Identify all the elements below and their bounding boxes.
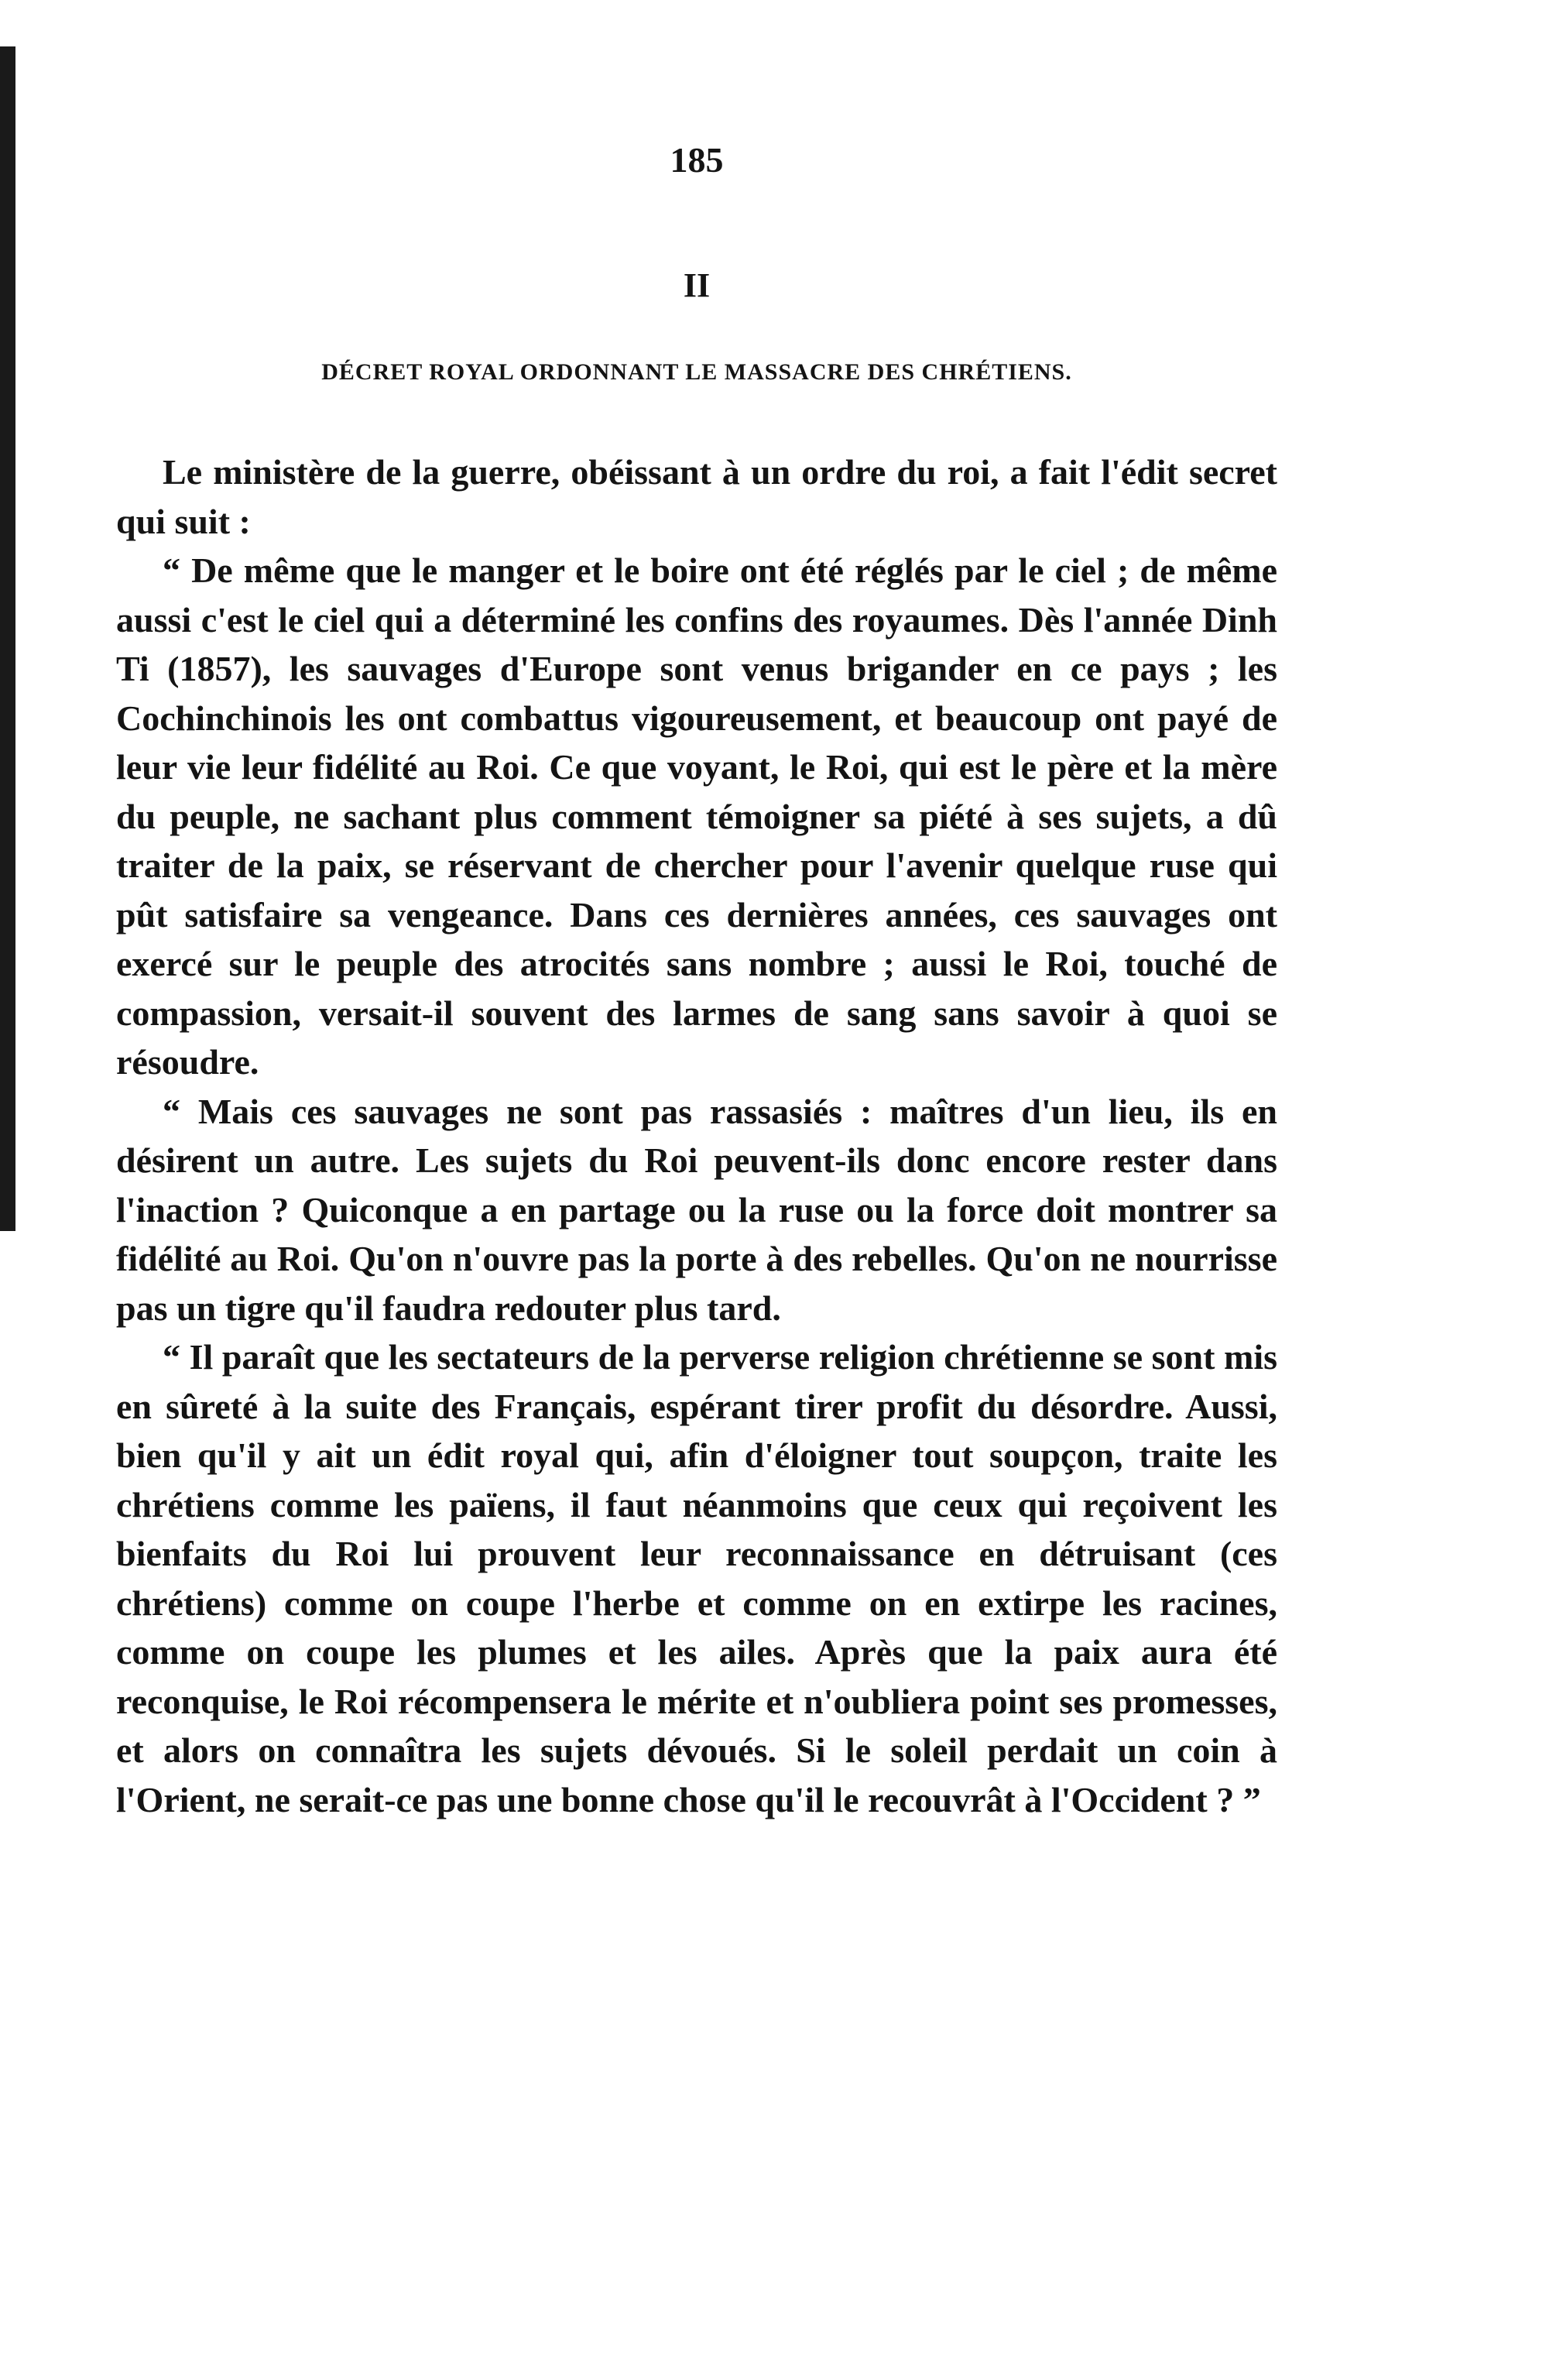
page-number: 185 <box>670 140 724 180</box>
paragraph-intro: Le ministère de la guerre, obéissant à un ordre du roi, a fait l'édit secret qui suit : <box>116 452 1277 541</box>
paragraph-decree-1: “ De même que le manger et le boire ont été réglés par le ciel ; de même aussi c'est le ciel qui a déterminé les confins des royaumes. Dès l'année Dinh Ti (1857), les sauvages d'Europe sont venus brigander en ce pays ; les Cochinchinois les ont combattus vigoureusement, et beaucoup ont payé de leur vie leur fidélité au Roi. Ce que voyant, le Roi, qui est le père et la mère du peuple, ne sachant plus comment témoigner sa piété à ses sujets, a dû traiter de la paix, se réservant de chercher pour l'avenir quelque ruse qui pût satisfaire sa vengeance. Dans ces dernières années, ces sauvages ont exercé sur le peuple des atrocités sans nombre ; aussi le Roi, touché de compassion, versait-il souvent des larmes de sang sans savoir à quoi se résoudre. <box>116 550 1277 1082</box>
paragraph-decree-2: “ Mais ces sauvages ne sont pas rassasiés : maîtres d'un lieu, ils en désirent un autre. Les sujets du Roi peuvent-ils donc encore rester dans l'inaction ? Quiconque a en partage ou la ruse ou la force doit montrer sa fidélité au Roi. Qu'on n'ouvre pas la porte à des rebelles. Qu'on ne nourrisse pas un tigre qu'il faudra redouter plus tard. <box>116 1091 1277 1328</box>
book-page <box>116 139 1277 1824</box>
section-title: DÉCRET ROYAL ORDONNANT LE MASSACRE DES CHRÉTIENS. <box>321 359 1072 385</box>
page-edge-rule <box>0 46 15 1231</box>
paragraph-decree-3: “ Il paraît que les sectateurs de la perverse religion chrétienne se sont mis en sûreté à la suite des Français, espérant tirer profit du désordre. Aussi, bien qu'il y ait un édit royal qui, afin d'éloigner tout soupçon, traite les chrétiens comme les païens, il faut néanmoins que ceux qui reçoivent les bienfaits du Roi lui prouvent leur reconnaissance en détruisant (ces chrétiens) comme on coupe l'herbe et comme on en extirpe les racines, comme on coupe les plumes et les ailes. Après que la paix aura été reconquise, le Roi récompensera le mérite et n'oubliera point ses promesses, et alors on connaîtra les sujets dévoués. Si le soleil perdait un coin à l'Orient, ne serait-ce pas une bonne chose qu'il le recouvrât à l'Occident ? ” <box>116 1337 1277 1819</box>
section-numeral: II <box>683 266 711 304</box>
